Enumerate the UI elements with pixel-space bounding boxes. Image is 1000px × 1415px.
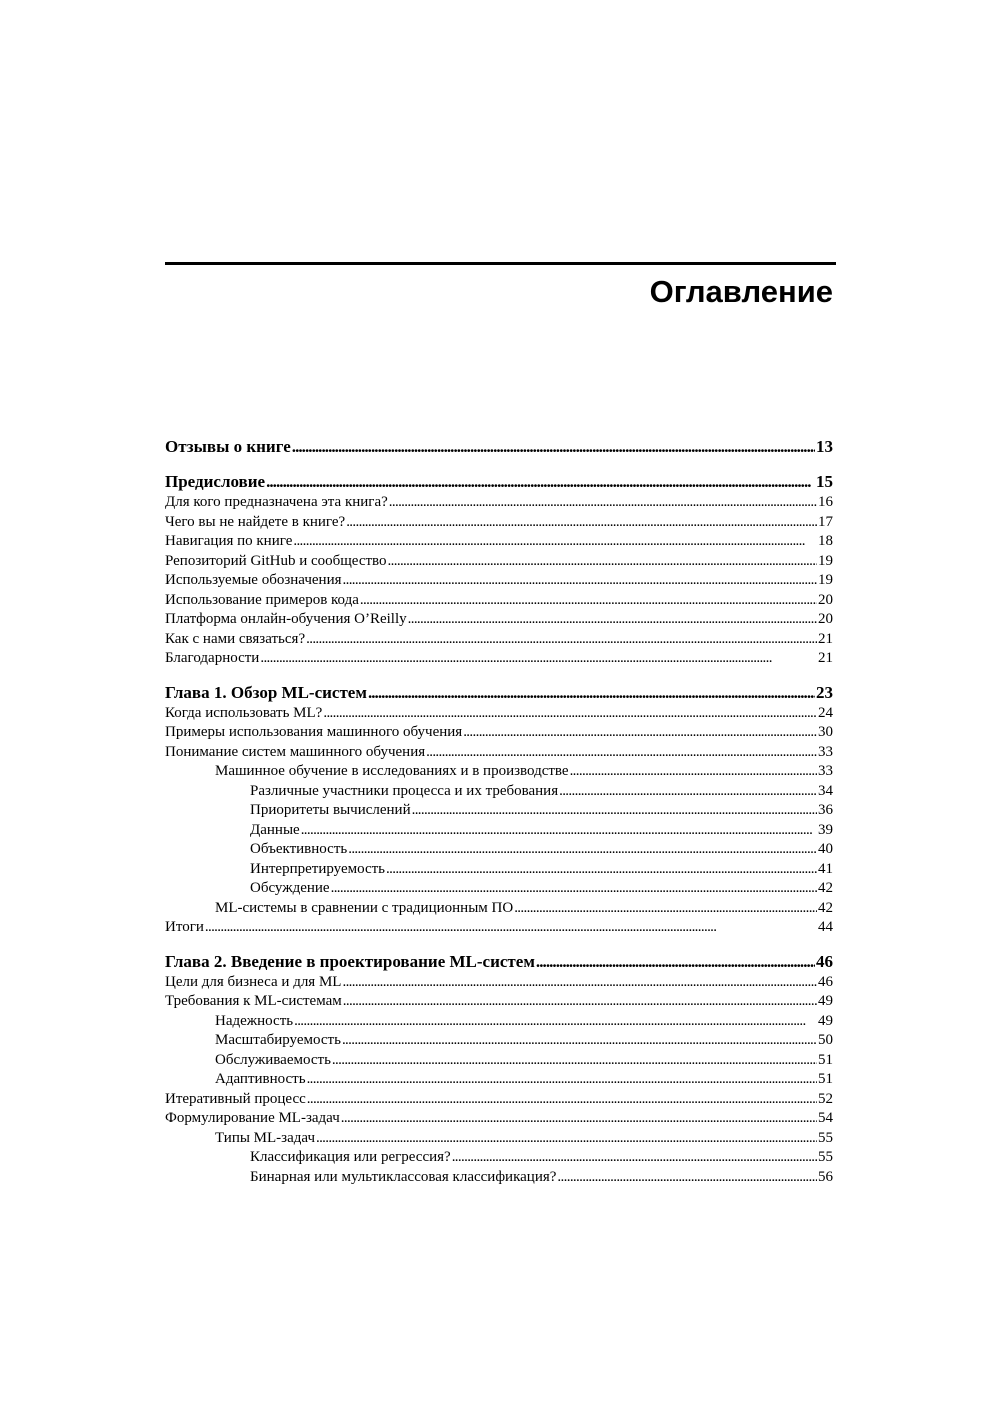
toc-leader-dots [463, 723, 817, 743]
toc-entry[interactable] [165, 552, 833, 572]
toc-entry[interactable] [165, 532, 833, 552]
toc-leader-dots [323, 704, 817, 724]
toc-entry-title: Обсуждение [250, 880, 330, 896]
toc-entry-title: Итоги [165, 919, 204, 935]
toc-leader-dots [514, 899, 817, 919]
toc-entry-title: Используемые обозначения [165, 572, 342, 588]
toc-page-number: 20 [818, 611, 833, 627]
toc-entry[interactable] [165, 571, 833, 591]
toc-page-number: 42 [818, 880, 833, 896]
toc-leader-dots [342, 973, 817, 993]
toc-leader-dots [307, 1090, 817, 1110]
toc-leader-dots [388, 552, 817, 572]
toc-leader-dots [389, 493, 817, 513]
toc-entry-title: Использование примеров кода [165, 591, 359, 608]
toc-entry[interactable] [165, 723, 833, 743]
toc-page-number: 33 [818, 743, 833, 760]
toc-entry-title: Интерпретируемость [250, 860, 386, 877]
toc-entry-title: Адаптивность [215, 1071, 306, 1087]
page-title: Оглавление [649, 274, 833, 309]
toc-entry-title: Когда использовать ML? [165, 704, 323, 721]
toc-entry-title: Машинное обучение в исследованиях и в производстве [215, 763, 569, 779]
toc-entry[interactable] [165, 610, 833, 630]
toc-leader-dots [306, 630, 817, 650]
toc-entry-title: Типы ML-задач [215, 1129, 315, 1146]
toc-page-number: 49 [818, 993, 833, 1009]
toc-entry-title: Различные участники процесса и их требования [250, 782, 559, 799]
toc-leader-dots [426, 743, 817, 763]
toc-entry-title: Как с нами связаться? [165, 630, 306, 647]
toc-leader-dots [316, 1129, 817, 1149]
toc-page-number: 49 [818, 1012, 833, 1029]
toc-leader-dots [342, 1031, 817, 1051]
toc-entry[interactable] [165, 782, 833, 802]
toc-leader-dots [412, 801, 817, 821]
title-rule [165, 262, 836, 265]
toc-leader-dots [331, 879, 817, 899]
toc-page-number: 52 [818, 1090, 833, 1107]
toc-entry-title: Глава 2. Введение в проектирование ML-систем [165, 951, 535, 971]
toc-entry-title: Надежность [215, 1012, 294, 1029]
toc-page-number: 41 [818, 860, 833, 877]
toc-entry-title: Объективность [250, 841, 348, 857]
toc-leader-dots [360, 591, 817, 611]
toc-page-number: 34 [818, 782, 833, 799]
toc-entry[interactable] [165, 1148, 833, 1168]
toc-entry-title: Формулирование ML-задач [165, 1110, 340, 1126]
toc-page-number: 46 [816, 951, 833, 971]
toc-leader-dots [348, 840, 817, 860]
toc-entry[interactable] [165, 879, 833, 899]
toc-entry-title: Репозиторий GitHub и сообщество [165, 552, 387, 569]
toc-leader-dots [408, 610, 817, 630]
toc-leader-dots [368, 682, 815, 704]
toc-leader-dots [260, 649, 817, 669]
toc-entry[interactable] [165, 762, 833, 782]
toc-page-number: 55 [818, 1149, 833, 1165]
toc-page-number: 13 [816, 437, 833, 456]
toc-entry-title: Понимание систем машинного обучения [165, 743, 426, 760]
toc-entry[interactable] [165, 1012, 833, 1032]
toc-entry[interactable] [165, 630, 833, 650]
toc-entry[interactable] [165, 973, 833, 993]
toc-leader-dots [292, 436, 815, 458]
toc-page-number: 21 [818, 650, 833, 666]
toc-leader-dots [570, 762, 817, 782]
toc-entry-title: Для кого предназначена эта книга? [165, 494, 388, 510]
toc-page-number: 33 [818, 763, 833, 779]
toc-entry-title: Цели для бизнеса и для ML [165, 973, 342, 990]
toc-chapter-entry[interactable] [165, 682, 833, 704]
toc-entry[interactable] [165, 992, 833, 1012]
toc-page-number: 20 [818, 591, 833, 608]
toc-leader-dots [557, 1168, 817, 1188]
toc-leader-dots [343, 571, 818, 591]
toc-leader-dots [301, 821, 817, 841]
toc-entry-title: Примеры использования машинного обучения [165, 724, 463, 740]
toc-leader-dots [266, 471, 815, 493]
toc-leader-dots [386, 860, 817, 880]
toc-entry[interactable] [165, 649, 833, 669]
toc-entry[interactable] [165, 513, 833, 533]
table-of-contents [165, 436, 833, 1187]
toc-page-number: 55 [818, 1129, 833, 1146]
toc-entry[interactable] [165, 493, 833, 513]
toc-page-number: 23 [816, 682, 833, 702]
toc-page-number: 51 [818, 1071, 833, 1087]
toc-page-number: 16 [818, 494, 833, 510]
toc-entry[interactable] [165, 743, 833, 763]
toc-leader-dots [452, 1148, 817, 1168]
toc-page-number: 51 [818, 1051, 833, 1068]
toc-entry-title: Глава 1. Обзор ML-систем [165, 682, 367, 702]
toc-leader-dots [332, 1051, 817, 1071]
toc-leader-dots [341, 1109, 817, 1129]
toc-entry-title: Приоритеты вычислений [250, 802, 411, 818]
toc-page-number: 17 [818, 513, 833, 530]
toc-page-number: 24 [818, 704, 833, 721]
toc-entry[interactable] [165, 840, 833, 860]
toc-page-number: 54 [818, 1110, 833, 1126]
toc-page-number: 36 [818, 802, 833, 818]
toc-entry[interactable] [165, 1070, 833, 1090]
toc-entry-title: Итеративный процесс [165, 1090, 306, 1107]
toc-entry-title: Предисловие [165, 472, 266, 491]
toc-page-number: 30 [818, 724, 833, 740]
toc-entry[interactable] [165, 801, 833, 821]
toc-entry-title: Чего вы не найдете в книге? [165, 513, 346, 530]
toc-entry-title: Навигация по книге [165, 533, 293, 549]
toc-entry-title: Данные [250, 821, 300, 838]
toc-entry[interactable] [165, 1031, 833, 1051]
toc-entry-title: ML-системы в сравнении с традиционным ПО [215, 899, 514, 916]
toc-chapter-entry[interactable] [165, 471, 833, 493]
toc-entry-title: Отзывы о книге [165, 437, 291, 456]
toc-page-number: 40 [818, 841, 833, 857]
toc-entry[interactable] [165, 1051, 833, 1071]
toc-leader-dots [343, 992, 817, 1012]
toc-leader-dots [205, 918, 817, 938]
toc-entry[interactable] [165, 1168, 833, 1188]
toc-leader-dots [293, 532, 817, 552]
toc-leader-dots [307, 1070, 817, 1090]
toc-page-number: 50 [818, 1032, 833, 1048]
toc-entry-title: Классификация или регрессия? [250, 1149, 451, 1165]
toc-chapter-entry[interactable] [165, 436, 833, 458]
toc-page-number: 46 [818, 973, 833, 990]
toc-entry[interactable] [165, 1109, 833, 1129]
toc-leader-dots [536, 951, 815, 973]
toc-leader-dots [559, 782, 817, 802]
toc-leader-dots [346, 513, 817, 533]
toc-page-number: 44 [818, 919, 833, 935]
toc-entry-title: Требования к ML-системам [165, 993, 342, 1009]
toc-page-number: 19 [818, 552, 833, 569]
toc-entry-title: Платформа онлайн-обучения O’Reilly [165, 611, 407, 627]
toc-entry-title: Обслуживаемость [215, 1051, 331, 1068]
toc-page-number: 39 [818, 821, 833, 838]
toc-entry[interactable] [165, 918, 833, 938]
toc-chapter-entry[interactable] [165, 951, 833, 973]
toc-entry[interactable] [165, 591, 833, 611]
toc-page-number: 56 [818, 1168, 833, 1185]
toc-entry[interactable] [165, 899, 833, 919]
toc-entry[interactable] [165, 704, 833, 724]
toc-page-number: 42 [818, 899, 833, 916]
toc-entry-title: Благодарности [165, 650, 260, 666]
toc-leader-dots [294, 1012, 817, 1032]
toc-page-number: 21 [818, 630, 833, 647]
toc-page-number: 18 [818, 533, 833, 549]
toc-entry[interactable] [165, 821, 833, 841]
toc-page-number: 15 [816, 472, 833, 491]
toc-page-number: 19 [818, 572, 833, 588]
toc-entry-title: Бинарная или мультиклассовая классификация? [250, 1168, 557, 1185]
toc-entry[interactable] [165, 1090, 833, 1110]
toc-entry[interactable] [165, 1129, 833, 1149]
toc-entry[interactable] [165, 860, 833, 880]
toc-entry-title: Масштабируемость [215, 1032, 341, 1048]
